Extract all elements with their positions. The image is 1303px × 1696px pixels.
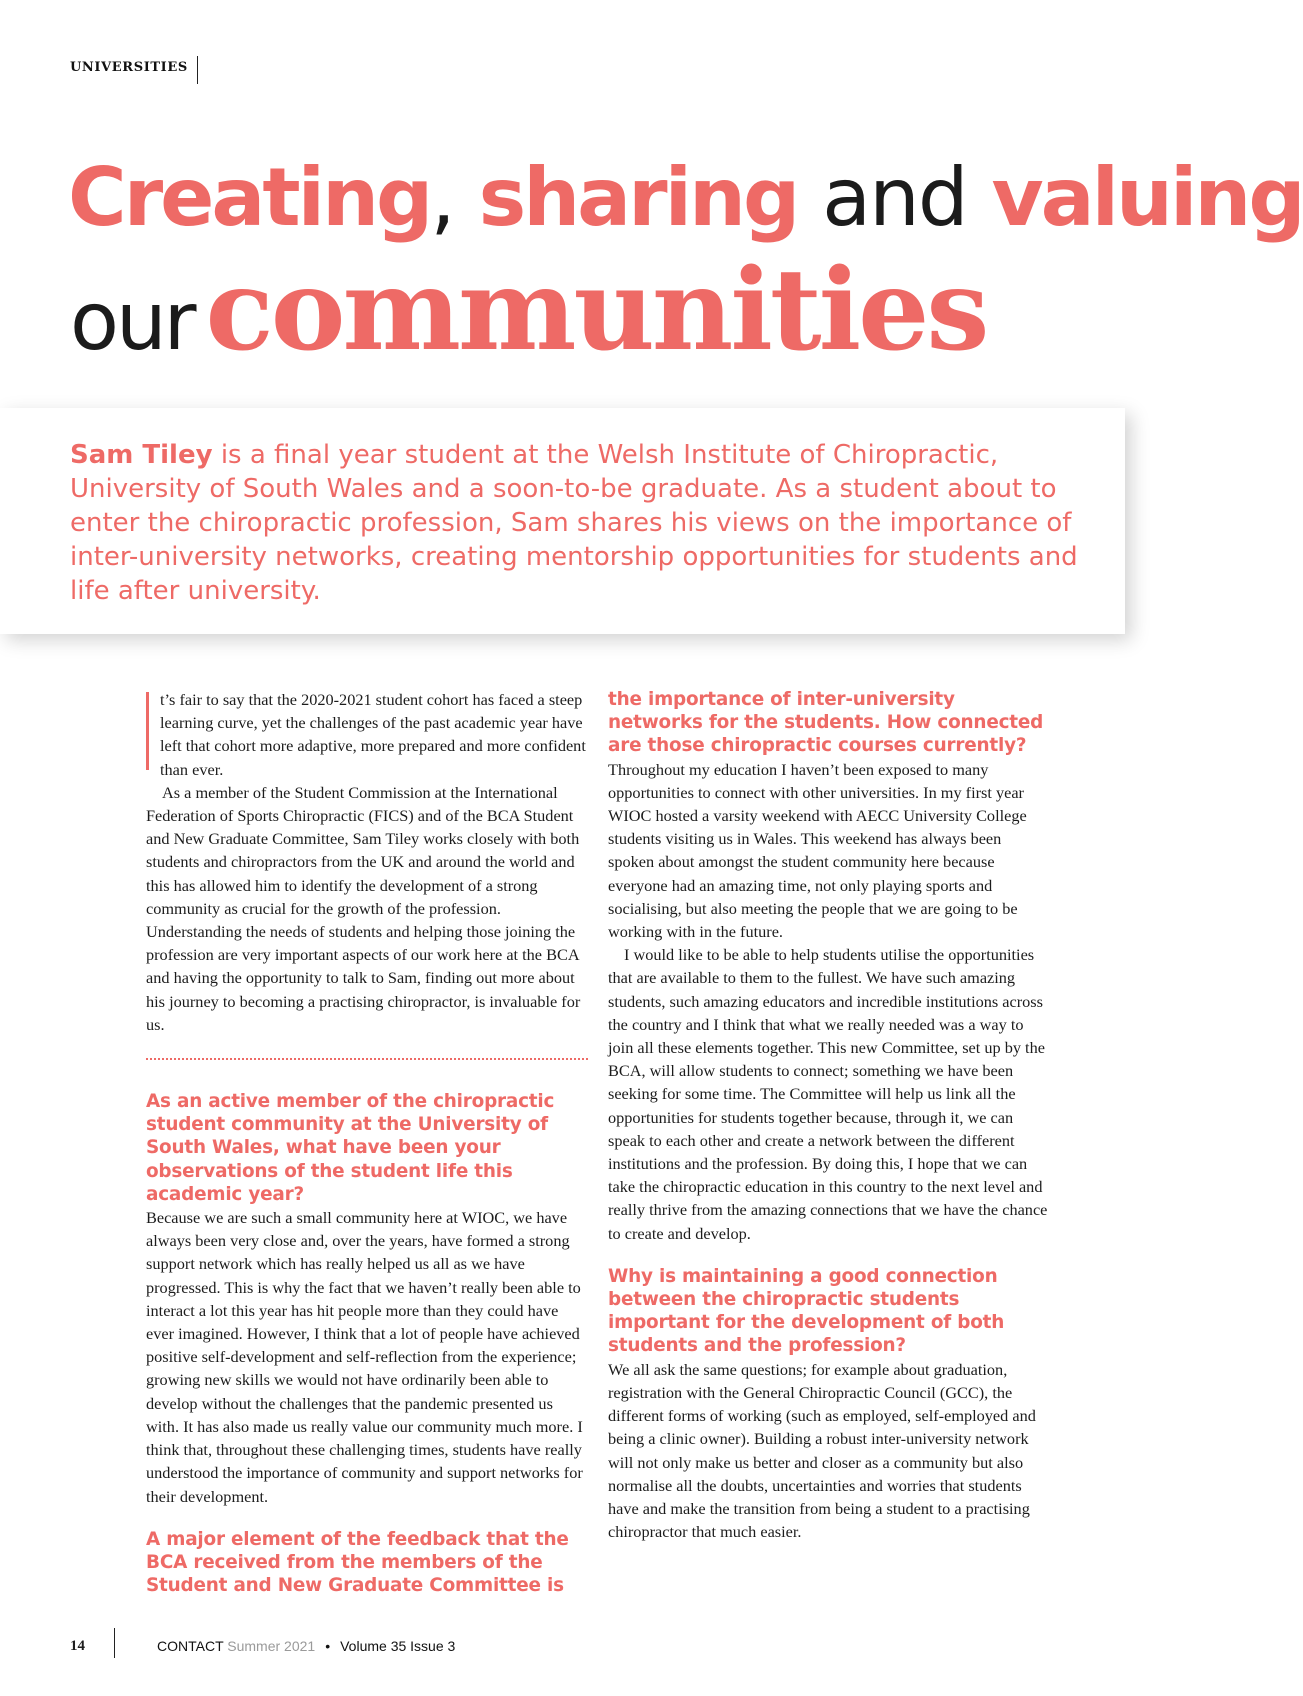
footer-magazine: CONTACT [157,1638,224,1654]
page-number: 14 [70,1638,85,1654]
headline-word-and: and [822,151,967,244]
dropcap-bar [146,692,149,770]
opening-paragraph: t’s fair to say that the 2020-2021 student cohort has faced a steep learning curve, yet the challenges of the past academic year have left that cohort more adaptive, more prepared and more confident than ever. [160,690,586,779]
footer-season: Summer 2021 [227,1638,316,1654]
footer-bullet: • [325,1638,331,1654]
headline-word-our: our [70,275,194,368]
headline-word-sharing: sharing [478,151,798,244]
intro-body: is a final year student at the Welsh Institute of Chiropractic, University of South Wales and a soon-to-be graduate. As a student about to enter the chiropractic profession, Sam shares his views on the importance of inter-university networks, creating mentorship opportunities for students and life after university. [70,440,1078,606]
intro-paragraph: As a member of the Student Commission at the International Federation of Sports Chiropractic (FICS) and of the BCA Student and New Graduate Committee, Sam Tiley works closely with both students and chiropractors from the UK and around the world and this has allowed him to identify the development of a strong community as crucial for the growth of the profession. Understanding the needs of students and helping those joining the profession are very important aspects of our work here at the BCA and having the opportunity to talk to Sam, finding out more about his journey to becoming a practising chiropractor, is invaluable for us. [146,782,581,1034]
question-2-start: A major element of the feedback that the BCA received from the members of the Student and New Graduate Committee is [146,1528,569,1597]
right-column [608,688,1050,1543]
footer-divider [114,1628,115,1658]
intro-standfirst [70,438,1100,608]
headline-line1 [68,151,1303,244]
left-column [146,688,588,1597]
answer-1: Because we are such a small community here at WIOC, we have always been very close and, over the years, have formed a strong support network which has really helped us all as we have progressed. This is why the fact that we haven’t really been able to interact a lot this year has hit people more than they could have ever imagined. However, I think that a lot of people have achieved positive self-development and self-reflection from the experience; growing new skills we would not have ordinarily been able to develop without the challenges that the pandemic presented us with. It has also made us really value our community much more. I think that, throughout these challenging times, students have really understood the importance of community and support networks for their development. [146,1208,583,1506]
headline-word-valuing: valuing [991,151,1303,244]
intro-name: Sam Tiley [70,440,213,470]
question-1: As an active member of the chiropractic student community at the University of South Wales, what have been your observations of the student life this academic year? [146,1091,555,1205]
headline-word-creating: Creating [68,151,431,244]
footer-publication [157,1638,455,1654]
headline-word-communities: communities [205,245,987,376]
footer-issue: Volume 35 Issue 3 [340,1638,456,1654]
answer-2-continued: I would like to be able to help students utilise the opportunities that are available to them to the fullest. We have such amazing students, such amazing educators and incredible institutions across the country and I think that what we really needed was a way to join all these elements together. This new Committee, set up by the BCA, will allow students to connect; something we have been seeking for some time. The Committee will help us link all the opportunities for students together because, through it, we can speak to each other and create a network between the different institutions and the profession. By doing this, I hope that we can take the chiropractic education in this country to the next level and really thrive from the amazing connections that we have the chance to create and develop. [608,945,1048,1243]
question-2-end: the importance of inter-university networks for the students. How connected are those chiropractic courses currently? [608,689,1044,757]
opening-paragraph-wrap [146,688,588,781]
dotted-rule [146,1058,588,1060]
section-tag: UNIVERSITIES [70,60,188,75]
answer-3: We all ask the same questions; for example about graduation, registration with the General Chiropractic Council (GCC), the different forms of working (such as employed, self-employed and being a clinic owner). Building a robust inter-university network will not only make us better and closer as a community but also normalise all the doubts, uncertainties and worries that students have and make the transition from being a student to a practising chiropractor that much easier. [608,1359,1036,1542]
answer-2: Throughout my education I haven’t been exposed to many opportunities to connect with other universities. In my first year WIOC hosted a varsity weekend with AECC University College students visiting us in Wales. This weekend has always been spoken about amongst the student community here because everyone had an amazing time, not only playing sports and socialising, but also meeting the people that we are going to be working with in the future. [608,759,1027,942]
question-3: Why is maintaining a good connection between the chiropractic students important for the development of both students and the profession? [608,1265,1005,1357]
headline-comma: , [430,151,454,244]
headline-line2 [70,245,987,376]
section-divider [197,56,198,84]
